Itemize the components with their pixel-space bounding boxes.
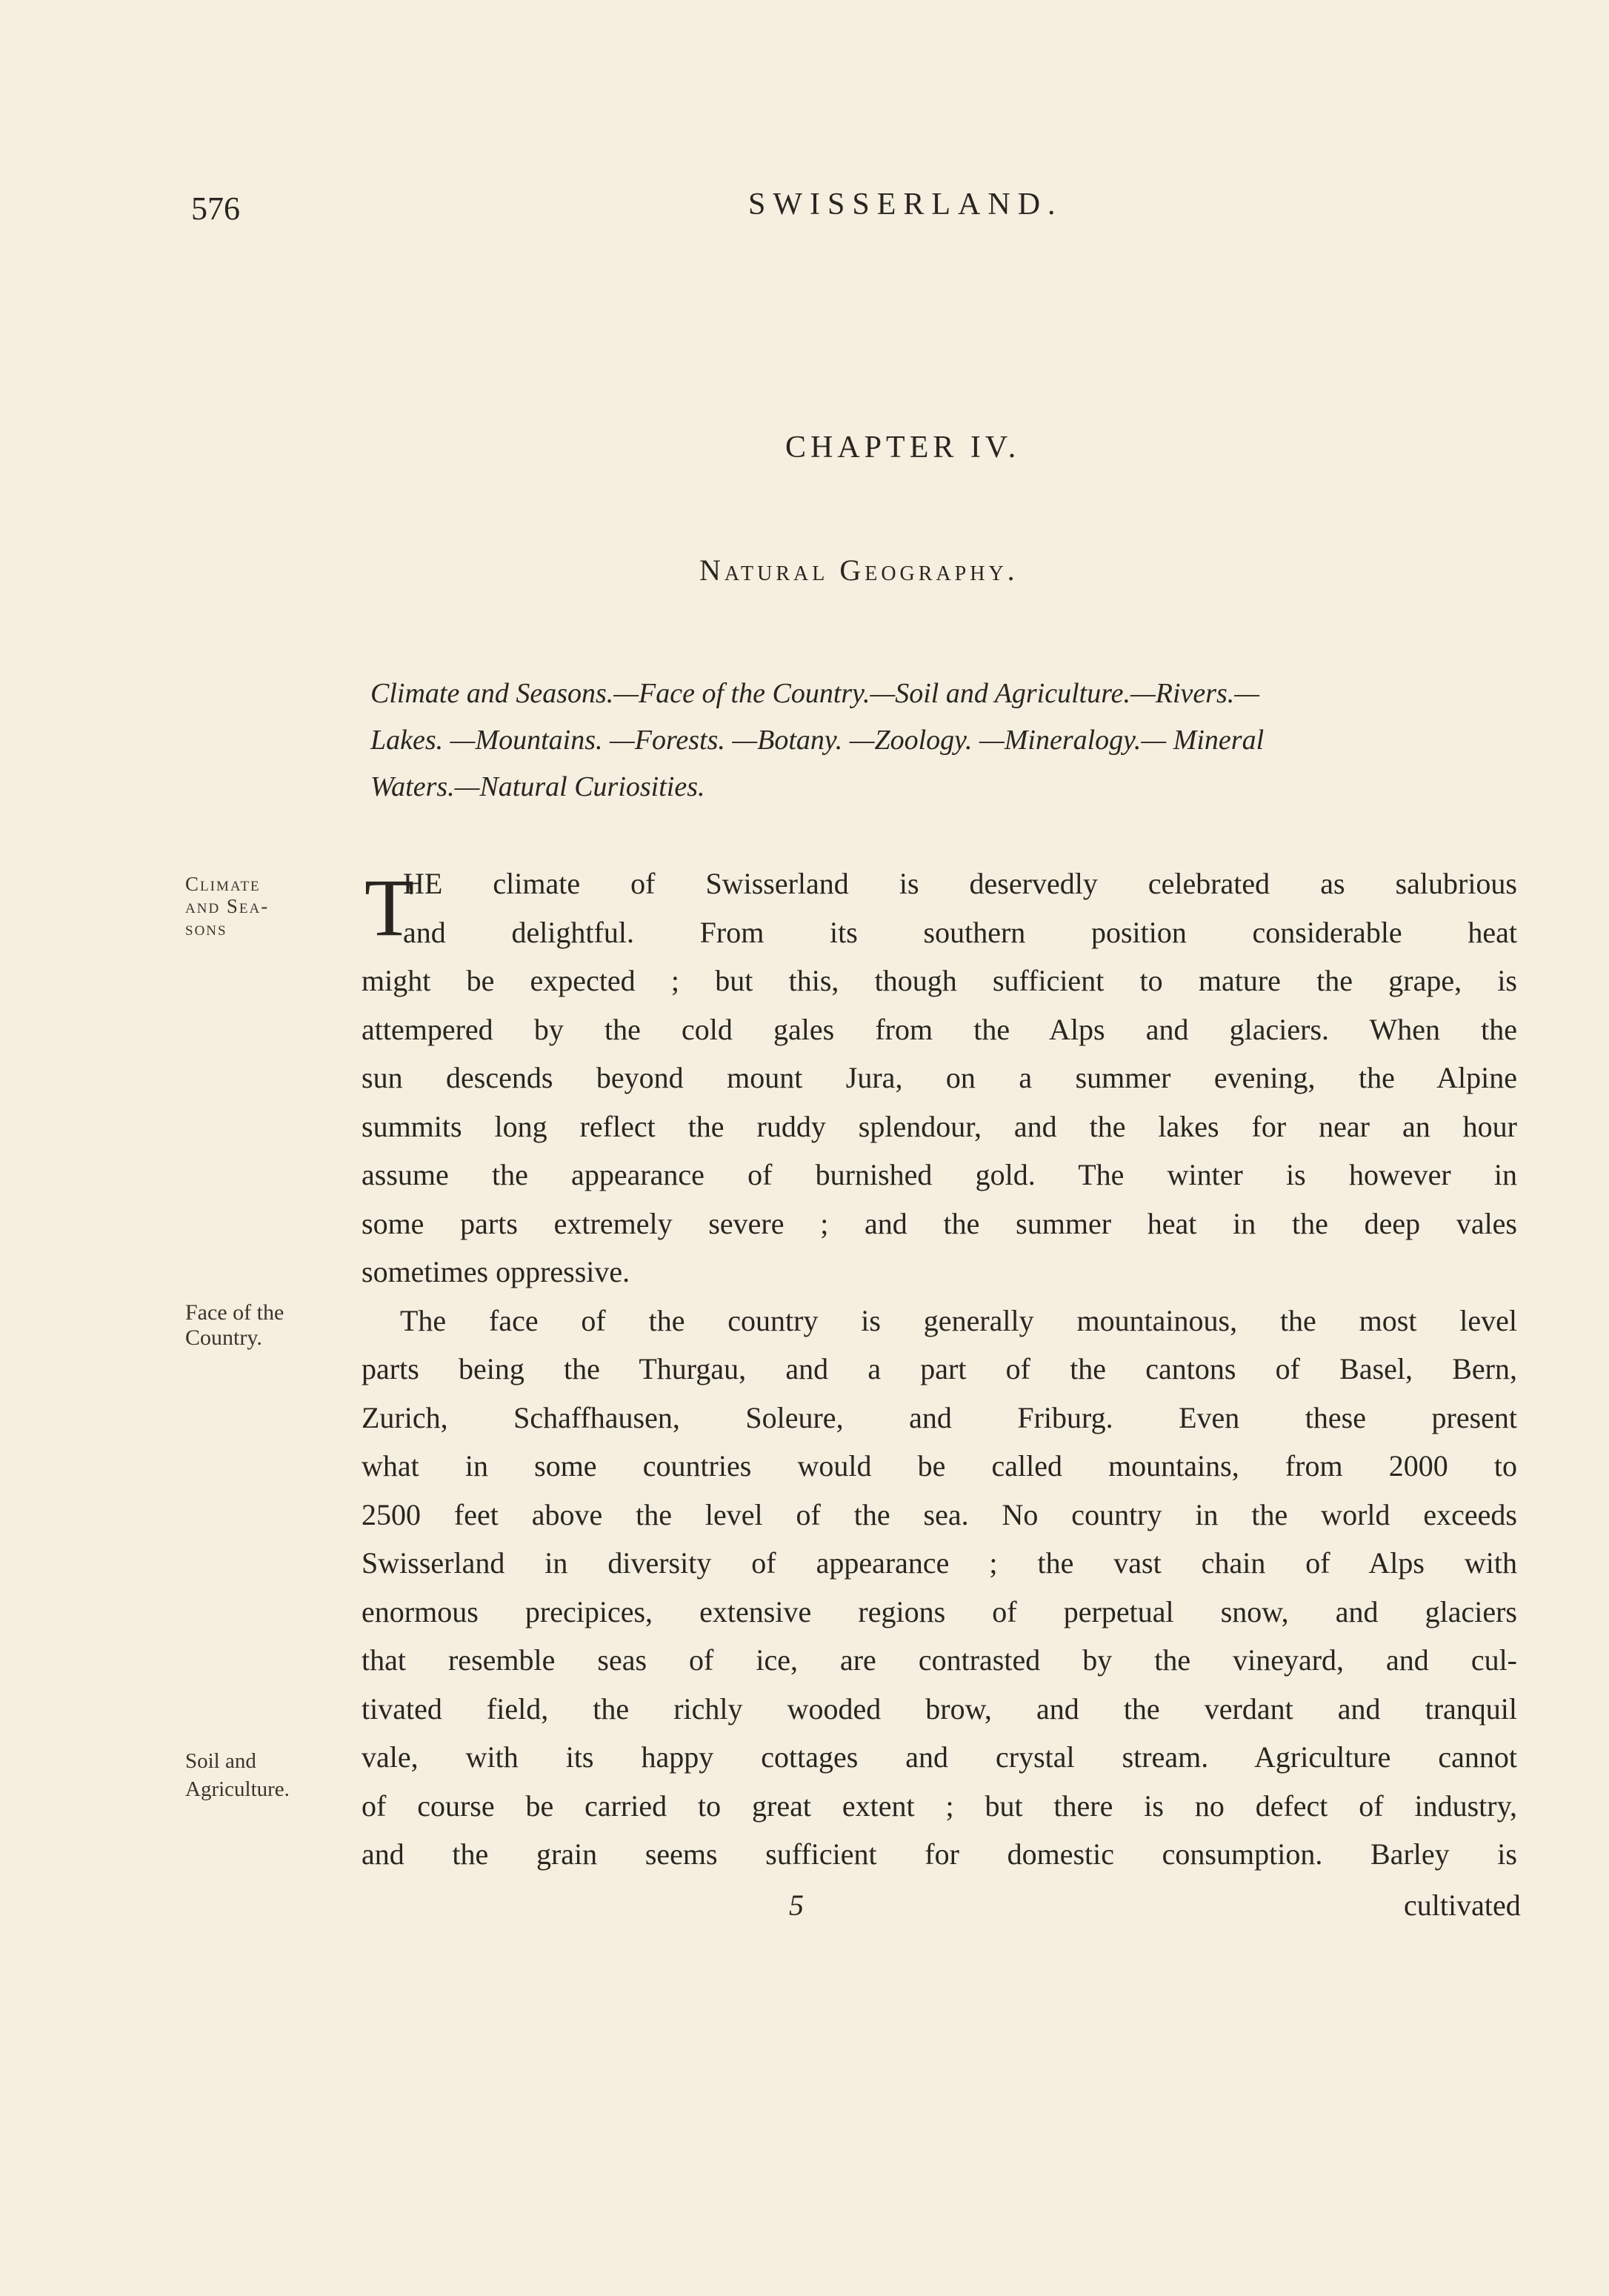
text-line: and delightful. From its southern position considerable heat — [403, 915, 1517, 949]
text-line: summits long reflect the ruddy splendour, and the lakes for near an hour — [362, 1109, 1517, 1143]
text-line: some parts extremely severe ; and the summer heat in the deep vales — [362, 1206, 1517, 1240]
margin-note-face — [185, 1300, 333, 1351]
margin-note-line: Agriculture. — [185, 1777, 290, 1801]
chapter-title: CHAPTER IV. — [785, 430, 1021, 465]
text-line: vale, with its happy cottages and crystal stream. Agriculture cannot — [362, 1740, 1517, 1774]
text-line: that resemble seas of ice, are contrasted by the vineyard, and cul- — [362, 1643, 1517, 1677]
summary-line: Lakes. —Mountains. —Forests. —Botany. —Zoology. —Mineralogy.— Mineral — [370, 725, 1265, 756]
page-number: 576 — [191, 190, 240, 227]
section-title: Natural Geography. — [699, 553, 1019, 587]
summary-line: Waters.—Natural Curiosities. — [370, 771, 705, 802]
text-line: Zurich, Schaffhausen, Soleure, and Friburg. Even these present — [362, 1400, 1517, 1434]
margin-note-line: Climate — [185, 873, 261, 895]
text-line: sun descends beyond mount Jura, on a summer evening, the Alpine — [362, 1061, 1517, 1094]
text-line: parts being the Thurgau, and a part of the cantons of Basel, Bern, — [362, 1352, 1517, 1385]
running-head: SWISSERLAND. — [748, 187, 1063, 222]
margin-note-line: and Sea- — [185, 895, 270, 917]
text-line: The face of the country is generally mountainous, the most level — [400, 1303, 1517, 1337]
summary-line: Climate and Seasons.—Face of the Country.—Soil and Agriculture.—Rivers.— — [370, 678, 1260, 709]
margin-note-line: sons — [185, 917, 227, 939]
catchword: cultivated — [1404, 1889, 1521, 1922]
margin-note-line: Soil and — [185, 1749, 256, 1773]
text-line: sometimes oppressive. — [362, 1255, 630, 1288]
margin-note-line: Country. — [185, 1325, 262, 1350]
text-line: of course be carried to great extent ; but there is no defect of industry, — [362, 1788, 1517, 1823]
text-line: Swisserland in diversity of appearance ; the vast chain of Alps with — [362, 1546, 1517, 1580]
margin-note-climate — [185, 873, 333, 939]
text-line: and the grain seems sufficient for domestic consumption. Barley is — [362, 1837, 1517, 1871]
text-line: what in some countries would be called mountains, from 2000 to — [362, 1449, 1517, 1483]
margin-note-soil — [185, 1747, 333, 1803]
text-line: tivated field, the richly wooded brow, and the verdant and tranquil — [362, 1691, 1517, 1726]
text-line: enormous precipices, extensive regions of perpetual snow, and glaciers — [362, 1594, 1517, 1628]
text-line: attempered by the cold gales from the Alps and glaciers. When the — [362, 1012, 1517, 1046]
text-line: might be expected ; but this, though sufficient to mature the grape, is — [362, 964, 1517, 997]
text-line: HE climate of Swisserland is deservedly celebrated as salubrious — [403, 867, 1517, 900]
drop-cap: T — [364, 862, 415, 953]
signature-mark: 5 — [789, 1889, 804, 1922]
body-text — [362, 859, 1517, 1879]
text-line: assume the appearance of burnished gold. The winter is however in — [362, 1158, 1517, 1191]
margin-note-line: Face of the — [185, 1300, 284, 1325]
text-line: 2500 feet above the level of the sea. No country in the world exceeds — [362, 1497, 1517, 1531]
chapter-summary — [370, 671, 1526, 811]
